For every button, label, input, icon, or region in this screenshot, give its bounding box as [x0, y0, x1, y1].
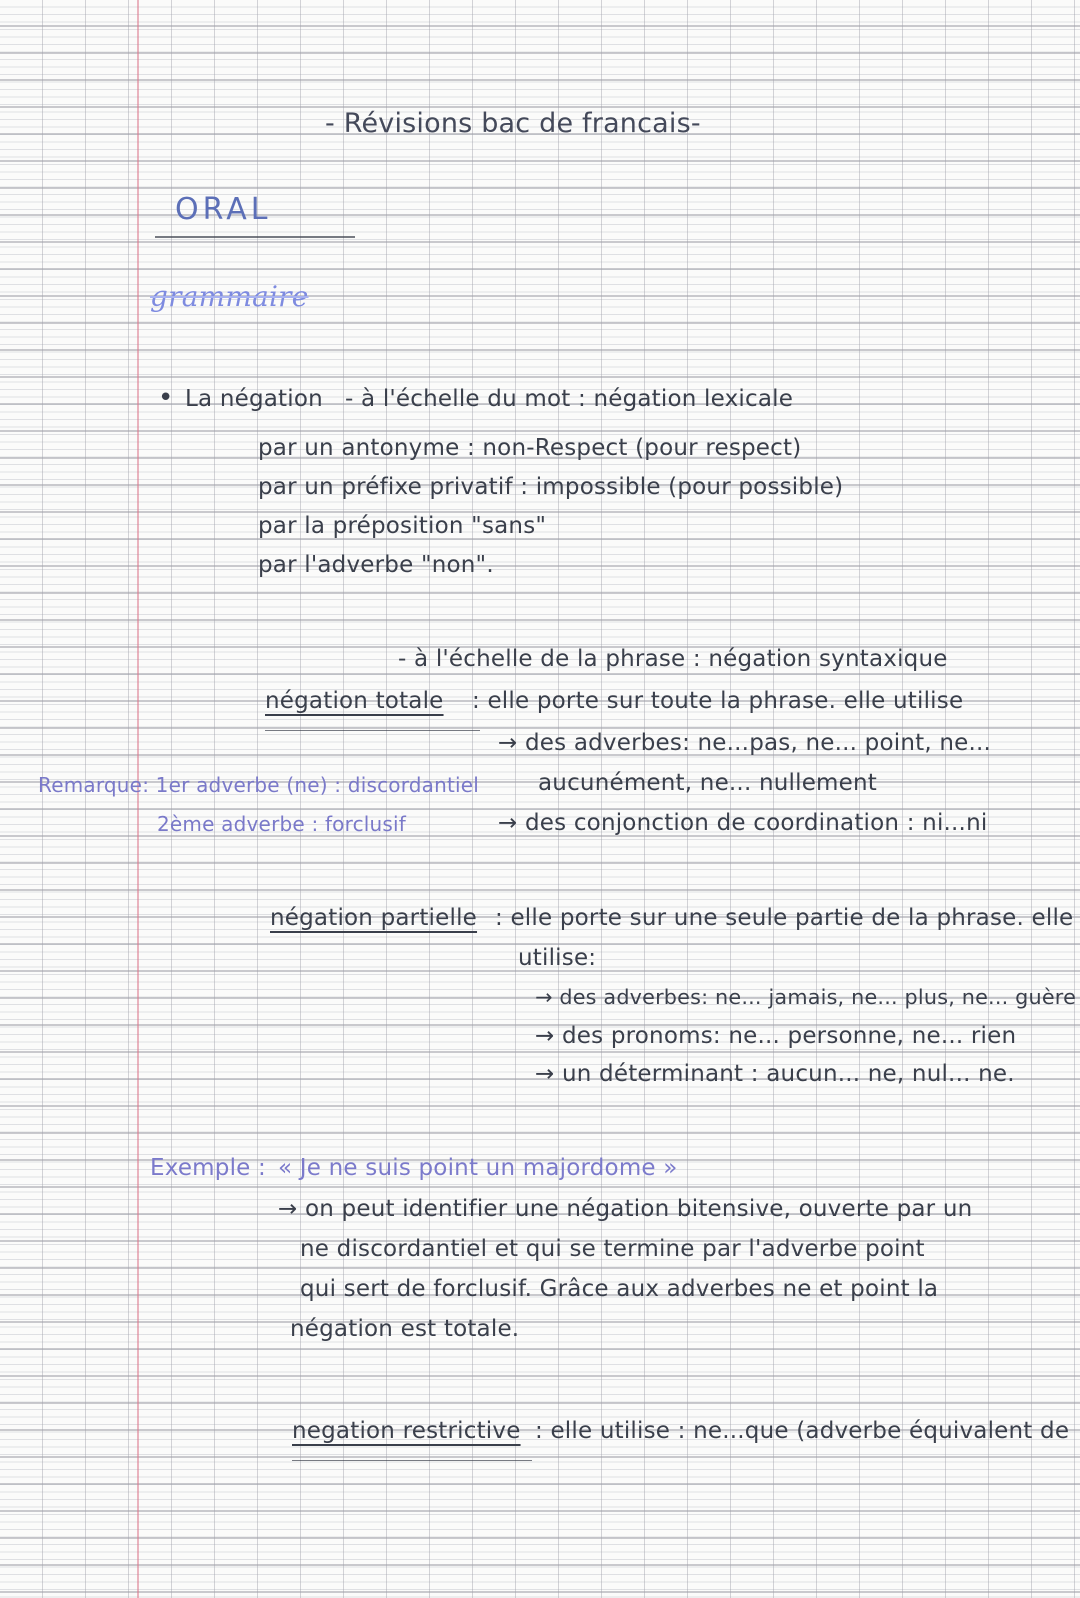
- partial-item: → un déterminant : aucun... ne, nul... ne.: [535, 1061, 1015, 1087]
- word-scale-line: - à l'échelle du mot : négation lexicale: [345, 386, 794, 412]
- remark-line: Remarque: 1er adverbe (ne) : discordantiel: [38, 773, 480, 797]
- total-item: → des adverbes: ne...pas, ne... point, ne...: [498, 730, 992, 756]
- bullet-icon: •: [158, 383, 174, 413]
- partial-negation-text: utilise:: [518, 945, 597, 971]
- example-line: ne discordantiel et qui se termine par l'adverbe point: [300, 1236, 925, 1262]
- section-heading: ORAL: [175, 192, 272, 227]
- example-quote: « Je ne suis point un majordome »: [278, 1155, 678, 1181]
- total-item: aucunément, ne... nullement: [538, 770, 878, 796]
- lexical-item: par un préfixe privatif : impossible (pour possible): [258, 474, 844, 500]
- example-label: Exemple :: [150, 1155, 266, 1181]
- subsection-heading: grammaire: [150, 280, 309, 313]
- phrase-scale-line: - à l'échelle de la phrase : négation syntaxique: [398, 646, 948, 672]
- example-line: → on peut identifier une négation bitensive, ouverte par un: [278, 1196, 973, 1222]
- section-underline: [155, 236, 355, 238]
- lexical-item: par un antonyme : non-Respect (pour respect): [258, 435, 802, 461]
- page-title: - Révisions bac de francais-: [325, 108, 701, 139]
- total-negation-label: négation totale: [265, 688, 444, 714]
- remark-line: 2ème adverbe : forclusif: [157, 812, 407, 836]
- partial-item: → des pronoms: ne... personne, ne... rien: [535, 1023, 1017, 1049]
- negation-heading: La négation: [185, 386, 323, 412]
- lexical-item: par la préposition "sans": [258, 513, 547, 539]
- example-line: qui sert de forclusif. Grâce aux adverbes ne et point la: [300, 1276, 939, 1302]
- partial-negation-text: : elle porte sur une seule partie de la phrase. elle: [495, 905, 1074, 931]
- total-underline: [265, 730, 480, 731]
- total-item: → des conjonction de coordination : ni...ni: [498, 810, 988, 836]
- restrictive-negation-text: : elle utilise : ne...que (adverbe équivalent de: [535, 1418, 1070, 1444]
- partial-item: → des adverbes: ne... jamais, ne... plus, ne... guère: [535, 985, 1077, 1009]
- restrictive-negation-label: negation restrictive: [292, 1418, 521, 1444]
- lexical-item: par l'adverbe "non".: [258, 552, 494, 578]
- partial-negation-label: négation partielle: [270, 905, 478, 931]
- total-negation-text: : elle porte sur toute la phrase. elle utilise: [472, 688, 964, 714]
- example-line: négation est totale.: [290, 1316, 520, 1342]
- restrictive-underline: [292, 1460, 532, 1461]
